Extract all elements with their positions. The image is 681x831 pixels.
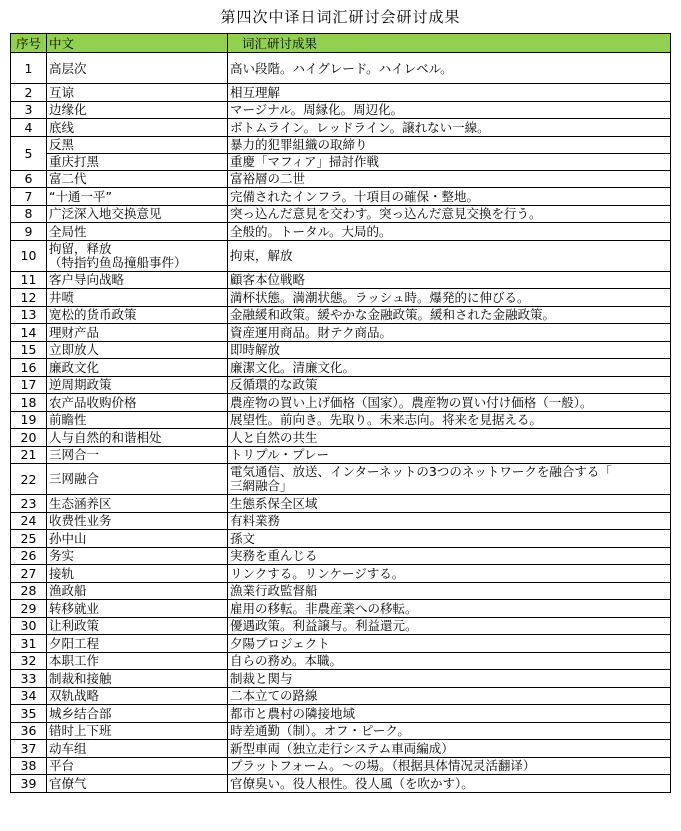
row-number: 12 bbox=[11, 289, 47, 307]
japanese-translation: 新型車両（独立走行システム車両編成） bbox=[228, 740, 671, 758]
table-row bbox=[11, 271, 671, 289]
chinese-term: 富二代 bbox=[47, 170, 228, 188]
row-number: 14 bbox=[11, 324, 47, 342]
term-line: 重庆打黑 bbox=[47, 153, 227, 170]
row-number: 38 bbox=[11, 757, 47, 775]
table-row bbox=[11, 394, 671, 412]
chinese-term: 宽松的货币政策 bbox=[47, 306, 228, 324]
chinese-term: 动车组 bbox=[47, 740, 228, 758]
table-row bbox=[11, 670, 671, 688]
row-number: 37 bbox=[11, 740, 47, 758]
japanese-translation: 生態系保全区域 bbox=[228, 495, 671, 513]
chinese-term: 廉政文化 bbox=[47, 359, 228, 377]
row-number: 21 bbox=[11, 446, 47, 464]
japanese-translation: 資産運用商品。財テク商品。 bbox=[228, 324, 671, 342]
chinese-term: 理财产品 bbox=[47, 324, 228, 342]
chinese-term: 三网合一 bbox=[47, 446, 228, 464]
chinese-term: 平台 bbox=[47, 757, 228, 775]
japanese-translation: 金融緩和政策。緩やかな金融政策。緩和された金融政策。 bbox=[228, 306, 671, 324]
row-number: 29 bbox=[11, 600, 47, 618]
term-line: （特指钓鱼岛撞船事件） bbox=[49, 254, 187, 270]
chinese-term: 本职工作 bbox=[47, 652, 228, 670]
chinese-term bbox=[47, 136, 228, 170]
table-row bbox=[11, 464, 671, 495]
table-row bbox=[11, 617, 671, 635]
table-row bbox=[11, 324, 671, 342]
japanese-translation: 官僚臭い。役人根性。役人風（を吹かす）。 bbox=[228, 775, 671, 793]
chinese-term: 边缘化 bbox=[47, 101, 228, 119]
table-row bbox=[11, 722, 671, 740]
table-row bbox=[11, 530, 671, 548]
japanese-translation: 即時解放 bbox=[228, 341, 671, 359]
row-number: 28 bbox=[11, 582, 47, 600]
term-line: 電気通信、放送、インターネットの3つのネットワークを融合する「 bbox=[230, 464, 612, 479]
row-number: 19 bbox=[11, 411, 47, 429]
japanese-translation bbox=[228, 464, 671, 495]
japanese-translation: 相互理解 bbox=[228, 84, 671, 102]
table-row bbox=[11, 600, 671, 618]
japanese-translation: 満杯状態。満潮状態。ラッシュ時。爆発的に伸びる。 bbox=[228, 289, 671, 307]
row-number: 24 bbox=[11, 512, 47, 530]
chinese-term: 高层次 bbox=[47, 53, 228, 84]
japanese-translation: 実務を重んじる bbox=[228, 547, 671, 565]
japanese-translation: ボトムライン。レッドライン。譲れない一線。 bbox=[228, 119, 671, 137]
table-row bbox=[11, 170, 671, 188]
chinese-term: 生态涵养区 bbox=[47, 495, 228, 513]
japanese-translation: 制裁と関与 bbox=[228, 670, 671, 688]
japanese-translation: 人と自然の共生 bbox=[228, 429, 671, 447]
row-number: 6 bbox=[11, 170, 47, 188]
row-number: 27 bbox=[11, 565, 47, 583]
row-number: 9 bbox=[11, 223, 47, 241]
table-row bbox=[11, 188, 671, 206]
table-body bbox=[11, 53, 671, 793]
japanese-translation: 農産物の買い上げ価格（国家）。農産物の買い付け価格（一般）。 bbox=[228, 394, 671, 412]
japanese-translation: 突っ込んだ意見を交わす。突っ込んだ意見交換を行う。 bbox=[228, 205, 671, 223]
document-title: 第四次中译日词汇研讨会研讨成果 bbox=[220, 8, 461, 26]
chinese-term: 制裁和接触 bbox=[47, 670, 228, 688]
row-number: 1 bbox=[11, 53, 47, 84]
japanese-translation: 全般的。トータル。大局的。 bbox=[228, 223, 671, 241]
japanese-translation: 夕陽プロジェクト bbox=[228, 635, 671, 653]
table-row bbox=[11, 565, 671, 583]
table-row bbox=[11, 411, 671, 429]
row-number: 32 bbox=[11, 652, 47, 670]
japanese-translation: 孫文 bbox=[228, 530, 671, 548]
chinese-term: 务实 bbox=[47, 547, 228, 565]
chinese-term: 收费性业务 bbox=[47, 512, 228, 530]
chinese-term: 让利政策 bbox=[47, 617, 228, 635]
table-row bbox=[11, 359, 671, 377]
chinese-term: 农产品收购价格 bbox=[47, 394, 228, 412]
row-number: 4 bbox=[11, 119, 47, 137]
row-number: 39 bbox=[11, 775, 47, 793]
table-row bbox=[11, 547, 671, 565]
row-number: 26 bbox=[11, 547, 47, 565]
header-japanese: 词汇研讨成果 bbox=[228, 34, 671, 53]
row-number: 13 bbox=[11, 306, 47, 324]
term-line: 重慶「マフィア」掃討作戦 bbox=[228, 153, 670, 170]
table-row bbox=[11, 376, 671, 394]
chinese-term: 双轨战略 bbox=[47, 687, 228, 705]
row-number: 35 bbox=[11, 705, 47, 723]
table-row bbox=[11, 119, 671, 137]
table-row bbox=[11, 705, 671, 723]
row-number: 22 bbox=[11, 464, 47, 495]
chinese-term: 井喷 bbox=[47, 289, 228, 307]
table-row bbox=[11, 205, 671, 223]
row-number: 33 bbox=[11, 670, 47, 688]
row-number: 10 bbox=[11, 240, 47, 271]
term-line: 暴力的犯罪組織の取締り bbox=[230, 136, 368, 152]
table-header-row bbox=[11, 34, 671, 53]
table-row bbox=[11, 341, 671, 359]
chinese-term: 城乡结合部 bbox=[47, 705, 228, 723]
table-row bbox=[11, 84, 671, 102]
row-number: 31 bbox=[11, 635, 47, 653]
table-row bbox=[11, 240, 671, 271]
row-number: 15 bbox=[11, 341, 47, 359]
chinese-term: 立即放人 bbox=[47, 341, 228, 359]
table-row bbox=[11, 53, 671, 84]
row-number: 3 bbox=[11, 101, 47, 119]
chinese-term: 官僚气 bbox=[47, 775, 228, 793]
japanese-translation: 反循環的な政策 bbox=[228, 376, 671, 394]
chinese-term: 广泛深入地交换意见 bbox=[47, 205, 228, 223]
japanese-translation: 二本立ての路線 bbox=[228, 687, 671, 705]
table-row bbox=[11, 757, 671, 775]
japanese-translation bbox=[228, 136, 671, 170]
row-number: 23 bbox=[11, 495, 47, 513]
japanese-translation: プラットフォーム。～の場。（根据具体情况灵活翻译） bbox=[228, 757, 671, 775]
japanese-translation: 有料業務 bbox=[228, 512, 671, 530]
table-row bbox=[11, 495, 671, 513]
row-number: 30 bbox=[11, 617, 47, 635]
chinese-term: 夕阳工程 bbox=[47, 635, 228, 653]
chinese-term bbox=[47, 464, 228, 495]
table-row bbox=[11, 775, 671, 793]
chinese-term: 客户导向战略 bbox=[47, 271, 228, 289]
japanese-translation: リンクする。リンケージする。 bbox=[228, 565, 671, 583]
table-row bbox=[11, 652, 671, 670]
term-line: 拘束，解放 bbox=[230, 247, 293, 263]
chinese-term: 孙中山 bbox=[47, 530, 228, 548]
japanese-translation: 時差通勤（制）。オフ・ピーク。 bbox=[228, 722, 671, 740]
japanese-translation: 高い段階。ハイグレード。ハイレベル。 bbox=[228, 53, 671, 84]
term-line: 反黑 bbox=[49, 136, 75, 152]
row-number: 18 bbox=[11, 394, 47, 412]
table-row bbox=[11, 429, 671, 447]
row-number: 36 bbox=[11, 722, 47, 740]
header-number: 序号 bbox=[11, 34, 47, 53]
japanese-translation: 自らの務め。本職。 bbox=[228, 652, 671, 670]
chinese-term: 错时上下班 bbox=[47, 722, 228, 740]
japanese-translation: 漁業行政監督船 bbox=[228, 582, 671, 600]
header-chinese: 中文 bbox=[47, 34, 228, 53]
chinese-term: 底线 bbox=[47, 119, 228, 137]
table-row bbox=[11, 136, 671, 170]
japanese-translation: 展望性。前向き。先取り。未来志向。将来を見据える。 bbox=[228, 411, 671, 429]
row-number: 17 bbox=[11, 376, 47, 394]
row-number: 7 bbox=[11, 188, 47, 206]
row-number: 5 bbox=[11, 136, 47, 170]
row-number: 16 bbox=[11, 359, 47, 377]
japanese-translation: 雇用の移転。非農産業への移転。 bbox=[228, 600, 671, 618]
japanese-translation: 優遇政策。利益譲与。利益還元。 bbox=[228, 617, 671, 635]
term-line: 三網融合」 bbox=[230, 478, 293, 493]
table-row bbox=[11, 687, 671, 705]
chinese-term: 转移就业 bbox=[47, 600, 228, 618]
japanese-translation: 都市と農村の隣接地域 bbox=[228, 705, 671, 723]
japanese-translation: 廉潔文化。清廉文化。 bbox=[228, 359, 671, 377]
japanese-translation: 完備されたインフラ。十項目の確保・整地。 bbox=[228, 188, 671, 206]
row-number: 34 bbox=[11, 687, 47, 705]
term-line: 三网融合 bbox=[49, 471, 100, 486]
table-row bbox=[11, 635, 671, 653]
row-number: 8 bbox=[11, 205, 47, 223]
table-row bbox=[11, 306, 671, 324]
row-number: 20 bbox=[11, 429, 47, 447]
table-row bbox=[11, 740, 671, 758]
glossary-table bbox=[10, 33, 671, 793]
table-row bbox=[11, 223, 671, 241]
row-number: 2 bbox=[11, 84, 47, 102]
japanese-translation bbox=[228, 240, 671, 271]
chinese-term: 前瞻性 bbox=[47, 411, 228, 429]
table-row bbox=[11, 289, 671, 307]
table-row bbox=[11, 512, 671, 530]
row-number: 25 bbox=[11, 530, 47, 548]
row-number: 11 bbox=[11, 271, 47, 289]
chinese-term: 接轨 bbox=[47, 565, 228, 583]
chinese-term: 互谅 bbox=[47, 84, 228, 102]
chinese-term: 全局性 bbox=[47, 223, 228, 241]
japanese-translation: トリプル・プレー bbox=[228, 446, 671, 464]
table-row bbox=[11, 446, 671, 464]
chinese-term bbox=[47, 240, 228, 271]
chinese-term: 渔政船 bbox=[47, 582, 228, 600]
term-line: 拘留，释放 bbox=[49, 240, 112, 256]
table-row bbox=[11, 582, 671, 600]
chinese-term: “十通一平” bbox=[47, 188, 228, 206]
chinese-term: 逆周期政策 bbox=[47, 376, 228, 394]
japanese-translation: マージナル。周縁化。周辺化。 bbox=[228, 101, 671, 119]
chinese-term: 人与自然的和谐相处 bbox=[47, 429, 228, 447]
japanese-translation: 富裕層の二世 bbox=[228, 170, 671, 188]
table-row bbox=[11, 101, 671, 119]
japanese-translation: 顧客本位戦略 bbox=[228, 271, 671, 289]
